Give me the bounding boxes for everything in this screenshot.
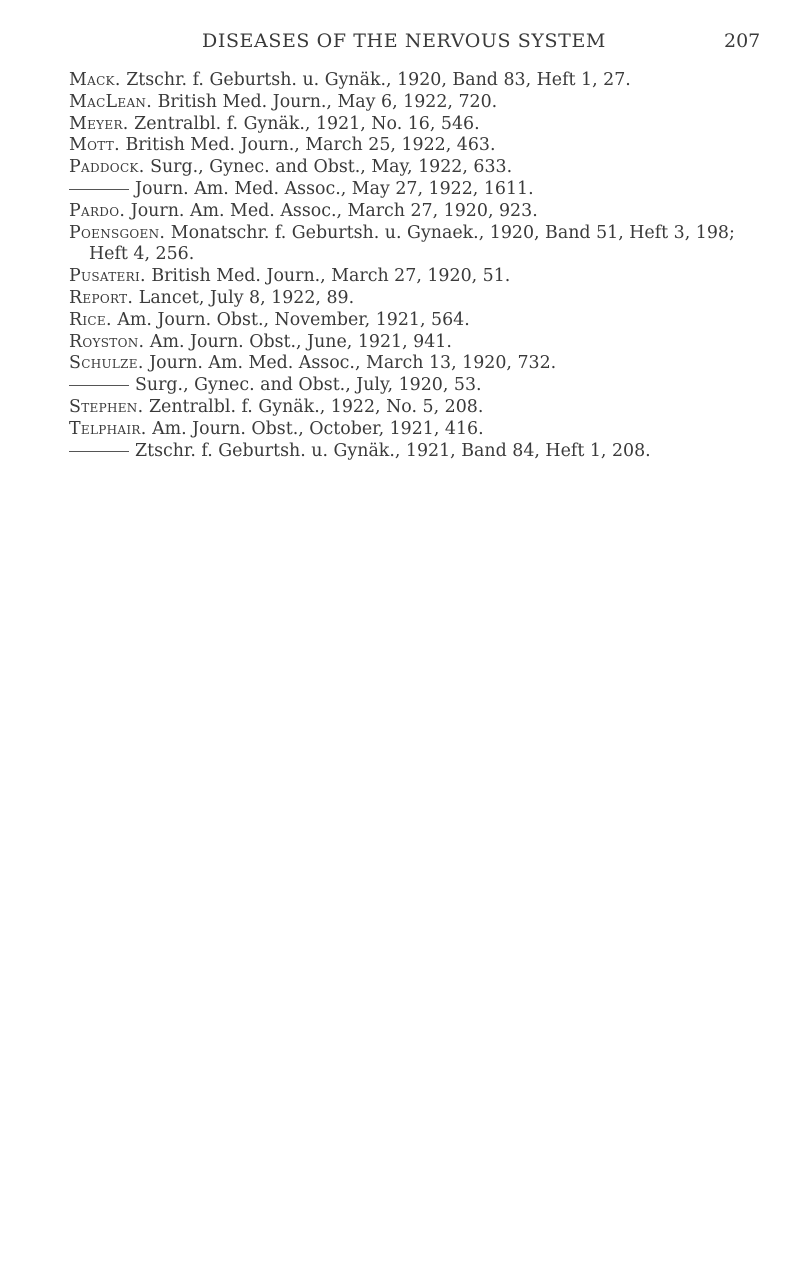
reference-author: Paddock. xyxy=(69,157,145,178)
reference-author: Mack. xyxy=(69,70,121,90)
reference-citation: Am. Journ. Obst., October, 1921, 416. xyxy=(152,418,484,439)
ditto-rule xyxy=(69,451,129,452)
reference-author: Mott. xyxy=(69,135,120,156)
reference-citation: Zentralbl. f. Gynäk., 1922, No. 5, 208. xyxy=(148,396,484,417)
reference-author: Royston. xyxy=(69,331,145,352)
reference-author: Telphair. xyxy=(69,418,147,439)
reference-author: Pusateri. xyxy=(69,266,146,287)
reference-citation: Lancet, July 8, 1922, 89. xyxy=(138,287,355,308)
reference-entry xyxy=(69,135,779,157)
reference-author: Schulze. xyxy=(69,353,144,374)
reference-author: Poensgoen. xyxy=(69,222,166,243)
reference-entry xyxy=(69,223,779,267)
reference-author: Meyer. xyxy=(69,113,129,134)
reference-entry xyxy=(69,441,779,463)
reference-entry xyxy=(69,375,779,397)
reference-citation: British Med. Journ., March 25, 1922, 463. xyxy=(125,135,496,156)
ditto-rule xyxy=(69,385,129,386)
reference-citation: Zentralbl. f. Gynäk., 1921, No. 16, 546. xyxy=(134,113,480,134)
reference-list xyxy=(69,70,779,462)
reference-citation: Surg., Gynec. and Obst., May, 1922, 633. xyxy=(150,157,513,178)
reference-entry xyxy=(69,179,779,201)
reference-citation: Journ. Am. Med. Assoc., May 27, 1922, 1611. xyxy=(135,178,534,199)
reference-entry xyxy=(69,419,779,441)
reference-entry xyxy=(69,70,779,92)
reference-citation: Am. Journ. Obst., November, 1921, 564. xyxy=(117,309,470,330)
reference-citation: British Med. Journ., March 27, 1920, 51. xyxy=(151,266,511,287)
reference-citation: British Med. Journ., May 6, 1922, 720. xyxy=(157,91,498,112)
reference-entry xyxy=(69,310,779,332)
reference-entry xyxy=(69,353,779,375)
reference-citation: Surg., Gynec. and Obst., July, 1920, 53. xyxy=(135,375,482,396)
reference-entry xyxy=(69,266,779,288)
reference-author: Stephen. xyxy=(69,396,144,417)
ditto-rule xyxy=(69,189,129,190)
reference-author: MacLean. xyxy=(69,91,153,112)
reference-entry xyxy=(69,397,779,419)
page-header xyxy=(0,30,800,54)
running-title: DISEASES OF THE NERVOUS SYSTEM xyxy=(202,30,606,52)
reference-entry xyxy=(69,332,779,354)
reference-citation: Monatschr. f. Geburtsh. u. Gynaek., 1920, Band 51, Heft 3, 198; Heft 4, 256. xyxy=(89,222,735,265)
reference-author: Pardo. xyxy=(69,200,126,221)
reference-entry xyxy=(69,92,779,114)
reference-citation: Ztschr. f. Geburtsh. u. Gynäk., 1920, Band 83, Heft 1, 27. xyxy=(126,70,631,90)
reference-author: Rice. xyxy=(69,309,112,330)
reference-entry xyxy=(69,201,779,223)
reference-author: Report. xyxy=(69,287,134,308)
reference-citation: Journ. Am. Med. Assoc., March 27, 1920, 923. xyxy=(130,200,538,221)
reference-citation: Ztschr. f. Geburtsh. u. Gynäk., 1921, Band 84, Heft 1, 208. xyxy=(135,440,651,461)
reference-entry xyxy=(69,157,779,179)
reference-entry xyxy=(69,114,779,136)
reference-entry xyxy=(69,288,779,310)
reference-citation: Journ. Am. Med. Assoc., March 13, 1920, 732. xyxy=(149,353,557,374)
page-number: 207 xyxy=(724,30,761,52)
reference-citation: Am. Journ. Obst., June, 1921, 941. xyxy=(149,331,452,352)
